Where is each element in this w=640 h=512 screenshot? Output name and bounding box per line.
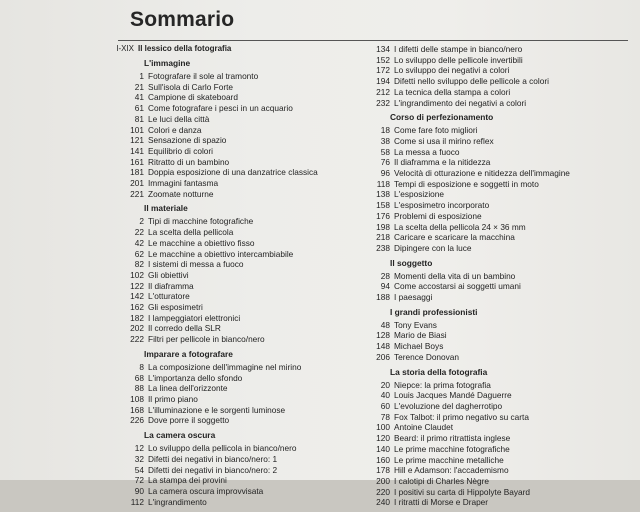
section-title: Imparare a fotografare bbox=[144, 348, 233, 359]
entry-title: L'illuminazione e le sorgenti luminose bbox=[148, 404, 286, 415]
toc-entry bbox=[350, 271, 635, 282]
entry-title: L'ingrandimento dei negativi a colori bbox=[394, 97, 527, 108]
entry-title: Terence Donovan bbox=[394, 351, 460, 362]
entry-title: Antoine Claudet bbox=[394, 422, 454, 433]
entry-page-number: 222 bbox=[130, 334, 144, 345]
entry-title: Gli obiettivi bbox=[148, 269, 189, 280]
toc-section bbox=[104, 349, 354, 426]
toc-entry bbox=[350, 380, 635, 391]
entry-title: Momenti della vita di un bambino bbox=[394, 270, 516, 281]
toc-entry bbox=[104, 443, 354, 454]
entry-page-number: 152 bbox=[376, 54, 390, 65]
entry-title: Problemi di esposizione bbox=[394, 210, 482, 221]
entry-page-number: 162 bbox=[130, 302, 144, 313]
toc-entry bbox=[104, 465, 354, 476]
entry-page-number: 8 bbox=[139, 361, 144, 372]
entry-title: Equilibrio di colori bbox=[148, 145, 214, 156]
entry-title: L'esposizione bbox=[394, 189, 445, 200]
toc-entry bbox=[350, 401, 635, 412]
toc-entry bbox=[350, 147, 635, 158]
entry-list bbox=[104, 362, 354, 426]
section-title: Il materiale bbox=[144, 203, 188, 214]
entry-list bbox=[104, 71, 354, 199]
entry-title: Le prime macchine fotografiche bbox=[394, 443, 510, 454]
entry-page-number: 76 bbox=[380, 157, 390, 168]
entry-page-number: 128 bbox=[376, 330, 390, 341]
entry-title: Michael Boys bbox=[394, 341, 444, 352]
entry-page-number: 1 bbox=[139, 71, 144, 81]
entry-title: Tempi di esposizione e soggetti in moto bbox=[394, 178, 539, 189]
toc-entry bbox=[104, 454, 354, 465]
entry-page-number: 12 bbox=[134, 443, 144, 454]
entry-page-number: 78 bbox=[380, 411, 390, 422]
entry-title: Sensazione di spazio bbox=[148, 135, 227, 146]
entry-title: Difetti dei negativi in bianco/nero: 1 bbox=[148, 453, 278, 464]
toc-entry bbox=[350, 55, 635, 66]
toc-entry bbox=[350, 65, 635, 76]
entry-page-number: 176 bbox=[376, 210, 390, 221]
entry-title: Le luci della città bbox=[148, 113, 210, 124]
entry-title: Mario de Biasi bbox=[394, 330, 447, 341]
toc-entry bbox=[104, 238, 354, 249]
entry-page-number: 188 bbox=[376, 292, 390, 303]
toc-entry bbox=[104, 313, 354, 324]
entry-page-number: 172 bbox=[376, 65, 390, 76]
section-title: La storia della fotografia bbox=[390, 366, 488, 377]
entry-title: Filtri per pellicole in bianco/nero bbox=[148, 334, 265, 345]
toc-entry bbox=[104, 178, 354, 189]
toc-entry bbox=[350, 422, 635, 433]
toc-entry bbox=[350, 330, 635, 341]
entry-page-number: 21 bbox=[134, 81, 144, 92]
entry-page-number: 232 bbox=[376, 97, 390, 108]
toc-column-right bbox=[350, 44, 635, 512]
entry-title: Gli esposimetri bbox=[148, 302, 203, 313]
entry-title: L'importanza dello sfondo bbox=[148, 372, 243, 383]
toc-entry bbox=[350, 157, 635, 168]
toc-entry bbox=[350, 487, 635, 498]
part-heading bbox=[104, 44, 354, 53]
toc-entry bbox=[350, 476, 635, 487]
entry-title: Fox Talbot: il primo negativo su carta bbox=[394, 411, 529, 422]
entry-page-number: 112 bbox=[130, 496, 144, 507]
entry-title: Doppia esposizione di una danzatrice classica bbox=[148, 167, 318, 178]
entry-page-number: 201 bbox=[130, 178, 144, 189]
entry-title: L'ingrandimento bbox=[148, 496, 207, 507]
entry-page-number: 101 bbox=[130, 124, 144, 135]
entry-title: Louis Jacques Mandé Daguerre bbox=[394, 390, 512, 401]
entry-title: Beard: il primo ritrattista inglese bbox=[394, 433, 511, 444]
entry-title: Dove porre il soggetto bbox=[148, 415, 230, 426]
toc-entry bbox=[350, 292, 635, 303]
toc-entry bbox=[350, 168, 635, 179]
entry-page-number: 202 bbox=[130, 323, 144, 334]
entry-title: I ritratti di Morse e Draper bbox=[394, 497, 489, 508]
entry-page-number: 194 bbox=[376, 76, 390, 87]
entry-page-number: 88 bbox=[134, 383, 144, 394]
entry-title: Campione di skateboard bbox=[148, 92, 238, 103]
entry-title: La stampa dei provini bbox=[148, 475, 227, 486]
toc-entry bbox=[104, 394, 354, 405]
entry-title: Le prime macchine metalliche bbox=[394, 454, 504, 465]
entry-title: I sistemi di messa a fuoco bbox=[148, 259, 244, 270]
right-sections bbox=[350, 44, 635, 508]
toc-entry bbox=[104, 71, 354, 82]
entry-page-number: 200 bbox=[376, 475, 390, 486]
section-title: I grandi professionisti bbox=[390, 306, 478, 317]
entry-page-number: 102 bbox=[130, 269, 144, 280]
entry-page-number: 212 bbox=[376, 86, 390, 97]
entry-page-number: 158 bbox=[376, 200, 390, 211]
toc-entry bbox=[350, 179, 635, 190]
entry-list bbox=[350, 44, 635, 108]
entry-title: Come fotografare i pesci in un acquario bbox=[148, 103, 293, 114]
toc-entry bbox=[350, 352, 635, 363]
entry-page-number: 240 bbox=[376, 497, 390, 508]
toc-entry bbox=[104, 334, 354, 345]
toc-entry bbox=[104, 146, 354, 157]
toc-entry bbox=[350, 455, 635, 466]
toc-entry bbox=[350, 189, 635, 200]
entry-page-number: 82 bbox=[134, 259, 144, 270]
part-label: Il lessico della fotografia bbox=[138, 44, 232, 53]
entry-page-number: 218 bbox=[376, 232, 390, 243]
entry-page-number: 168 bbox=[130, 404, 144, 415]
toc-entry bbox=[104, 415, 354, 426]
entry-title: Come accostarsi ai soggetti umani bbox=[394, 281, 521, 292]
entry-title: La camera oscura improvvisata bbox=[148, 485, 264, 496]
entry-title: Lo sviluppo della pellicola in bianco/nero bbox=[148, 443, 297, 454]
entry-title: I lampeggiatori elettronici bbox=[148, 312, 241, 323]
entry-page-number: 48 bbox=[380, 319, 390, 330]
entry-page-number: 118 bbox=[376, 178, 390, 189]
entry-page-number: 32 bbox=[134, 453, 144, 464]
entry-page-number: 122 bbox=[130, 280, 144, 291]
entry-page-number: 198 bbox=[376, 221, 390, 232]
title-rule bbox=[118, 40, 628, 41]
entry-title: Il primo piano bbox=[148, 393, 198, 404]
toc-entry bbox=[104, 362, 354, 373]
toc-entry bbox=[104, 103, 354, 114]
section-title: L'immagine bbox=[144, 58, 191, 68]
entry-page-number: 60 bbox=[380, 400, 390, 411]
page-title: Sommario bbox=[130, 8, 235, 31]
entry-title: Dipingere con la luce bbox=[394, 242, 472, 253]
entry-title: L'otturatore bbox=[148, 291, 190, 302]
entry-page-number: 40 bbox=[380, 390, 390, 401]
toc-entry bbox=[350, 44, 635, 55]
entry-title: Zoomate notturne bbox=[148, 188, 214, 199]
toc-entry bbox=[350, 211, 635, 222]
toc-entry bbox=[104, 270, 354, 281]
entry-page-number: 138 bbox=[376, 189, 390, 200]
toc-entry bbox=[104, 189, 354, 200]
toc-entry bbox=[104, 475, 354, 486]
toc-entry bbox=[350, 136, 635, 147]
entry-title: Difetti dei negativi in bianco/nero: 2 bbox=[148, 464, 278, 475]
entry-title: Sull'isola di Carlo Forte bbox=[148, 81, 234, 92]
entry-page-number: 178 bbox=[376, 465, 390, 476]
entry-title: I paesaggi bbox=[394, 292, 433, 303]
entry-title: Hill e Adamson: l'accademismo bbox=[394, 465, 509, 476]
entry-page-number: 148 bbox=[376, 341, 390, 352]
toc-section bbox=[350, 44, 635, 108]
toc-entry bbox=[104, 486, 354, 497]
entry-list bbox=[350, 125, 635, 253]
entry-title: Il diaframma e la nitidezza bbox=[394, 157, 491, 168]
toc-section bbox=[104, 58, 354, 199]
entry-title: Lo sviluppo delle pellicole invertibili bbox=[394, 54, 523, 65]
toc-entry bbox=[350, 444, 635, 455]
toc-entry bbox=[104, 157, 354, 168]
entry-page-number: 2 bbox=[139, 216, 144, 227]
toc-entry bbox=[104, 125, 354, 136]
toc-entry bbox=[104, 383, 354, 394]
toc-entry bbox=[350, 433, 635, 444]
entry-title: La linea dell'orizzonte bbox=[148, 383, 228, 394]
entry-page-number: 206 bbox=[376, 351, 390, 362]
toc-entry bbox=[104, 216, 354, 227]
entry-page-number: 221 bbox=[130, 188, 144, 199]
toc-entry bbox=[350, 125, 635, 136]
toc-entry bbox=[350, 412, 635, 423]
toc-entry bbox=[350, 222, 635, 233]
entry-title: L'esposimetro incorporato bbox=[394, 200, 490, 211]
toc-entry bbox=[350, 281, 635, 292]
toc-entry bbox=[350, 243, 635, 254]
toc-entry bbox=[350, 320, 635, 331]
entry-title: La tecnica della stampa a colori bbox=[394, 86, 511, 97]
entry-page-number: 62 bbox=[134, 248, 144, 259]
entry-list bbox=[350, 271, 635, 303]
section-title: Il soggetto bbox=[390, 257, 433, 268]
entry-page-number: 96 bbox=[380, 168, 390, 179]
entry-title: Niepce: la prima fotografia bbox=[394, 379, 491, 390]
entry-page-number: 226 bbox=[130, 415, 144, 426]
entry-title: La scelta della pellicola 24 × 36 mm bbox=[394, 221, 526, 232]
entry-title: Caricare e scaricare la macchina bbox=[394, 232, 515, 243]
toc-section bbox=[350, 307, 635, 363]
toc-entry bbox=[350, 341, 635, 352]
entry-title: I difetti delle stampe in bianco/nero bbox=[394, 44, 523, 54]
toc-entry bbox=[350, 497, 635, 508]
entry-page-number: 160 bbox=[376, 454, 390, 465]
entry-page-number: 58 bbox=[380, 146, 390, 157]
entry-page-number: 20 bbox=[380, 379, 390, 390]
entry-title: Velocità di otturazione e nitidezza dell'immagine bbox=[394, 168, 570, 179]
entry-title: Ritratto di un bambino bbox=[148, 156, 230, 167]
toc-entry bbox=[104, 405, 354, 416]
toc-entry bbox=[104, 373, 354, 384]
toc-entry bbox=[350, 200, 635, 211]
entry-page-number: 182 bbox=[130, 312, 144, 323]
entry-title: Difetti nello sviluppo delle pellicole a colori bbox=[394, 76, 549, 87]
toc-entry bbox=[350, 232, 635, 243]
entry-page-number: 238 bbox=[376, 242, 390, 253]
entry-page-number: 18 bbox=[380, 125, 390, 136]
toc-entry bbox=[104, 281, 354, 292]
toc-section bbox=[350, 258, 635, 303]
entry-page-number: 120 bbox=[376, 433, 390, 444]
entry-page-number: 81 bbox=[134, 113, 144, 124]
entry-list bbox=[104, 216, 354, 344]
toc-section bbox=[104, 203, 354, 344]
toc-entry bbox=[104, 227, 354, 238]
toc-entry bbox=[104, 92, 354, 103]
entry-page-number: 90 bbox=[134, 485, 144, 496]
entry-page-number: 61 bbox=[134, 103, 144, 114]
entry-page-number: 121 bbox=[130, 135, 144, 146]
toc-entry bbox=[350, 76, 635, 87]
entry-page-number: 140 bbox=[376, 443, 390, 454]
toc-entry bbox=[104, 323, 354, 334]
entry-page-number: 181 bbox=[130, 167, 144, 178]
entry-title: Le macchine a obiettivo fisso bbox=[148, 237, 255, 248]
toc-entry bbox=[350, 98, 635, 109]
toc-entry bbox=[350, 87, 635, 98]
toc-entry bbox=[104, 135, 354, 146]
toc-entry bbox=[104, 82, 354, 93]
toc-entry bbox=[350, 465, 635, 476]
entry-title: Tipi di macchine fotografiche bbox=[148, 216, 254, 227]
entry-title: Come fare foto migliori bbox=[394, 125, 478, 136]
left-sections bbox=[104, 58, 354, 507]
entry-page-number: 108 bbox=[130, 393, 144, 404]
entry-page-number: 38 bbox=[380, 135, 390, 146]
toc-entry bbox=[104, 291, 354, 302]
entry-title: Il diaframma bbox=[148, 280, 194, 291]
entry-title: Il corredo della SLR bbox=[148, 323, 221, 334]
entry-title: La scelta della pellicola bbox=[148, 227, 234, 238]
entry-page-number: 54 bbox=[134, 464, 144, 475]
entry-title: Come si usa il mirino reflex bbox=[394, 135, 494, 146]
toc-entry bbox=[104, 497, 354, 508]
section-title: La camera oscura bbox=[144, 430, 216, 441]
toc-section bbox=[350, 367, 635, 508]
toc-entry bbox=[350, 390, 635, 401]
entry-page-number: 68 bbox=[134, 372, 144, 383]
toc-column-left bbox=[104, 44, 354, 511]
entry-page-number: 134 bbox=[376, 44, 390, 54]
toc-entry bbox=[104, 114, 354, 125]
entry-list bbox=[350, 380, 635, 508]
entry-list bbox=[104, 443, 354, 507]
entry-page-number: 161 bbox=[130, 156, 144, 167]
toc-entry bbox=[104, 302, 354, 313]
entry-title: Tony Evans bbox=[394, 319, 437, 330]
entry-page-number: 220 bbox=[376, 486, 390, 497]
entry-page-number: 28 bbox=[380, 270, 390, 281]
entry-page-number: 142 bbox=[130, 291, 144, 302]
entry-page-number: 41 bbox=[134, 92, 144, 103]
entry-title: Immagini fantasma bbox=[148, 178, 219, 189]
entry-page-number: 72 bbox=[134, 475, 144, 486]
entry-page-number: 94 bbox=[380, 281, 390, 292]
entry-list bbox=[350, 320, 635, 363]
entry-title: La composizione dell'immagine nel mirino bbox=[148, 361, 302, 372]
toc-entry bbox=[104, 167, 354, 178]
entry-title: Colori e danza bbox=[148, 124, 202, 135]
entry-title: Lo sviluppo dei negativi a colori bbox=[394, 65, 510, 76]
entry-page-number: 141 bbox=[130, 145, 144, 156]
toc-entry bbox=[104, 259, 354, 270]
entry-page-number: 22 bbox=[134, 227, 144, 238]
toc-section bbox=[104, 430, 354, 507]
part-pages: I-XIX bbox=[116, 44, 134, 53]
section-title: Corso di perfezionamento bbox=[390, 112, 494, 123]
entry-title: L'evoluzione del dagherrotipo bbox=[394, 400, 503, 411]
toc-section bbox=[350, 112, 635, 253]
entry-page-number: 42 bbox=[134, 237, 144, 248]
entry-title: Fotografare il sole al tramonto bbox=[148, 71, 259, 81]
entry-title: La messa a fuoco bbox=[394, 146, 460, 157]
entry-title: I positivi su carta di Hippolyte Bayard bbox=[394, 486, 531, 497]
entry-page-number: 100 bbox=[376, 422, 390, 433]
entry-title: Le macchine a obiettivo intercambiabile bbox=[148, 248, 294, 259]
toc-entry bbox=[104, 249, 354, 260]
entry-title: I calotipi di Charles Nègre bbox=[394, 475, 489, 486]
